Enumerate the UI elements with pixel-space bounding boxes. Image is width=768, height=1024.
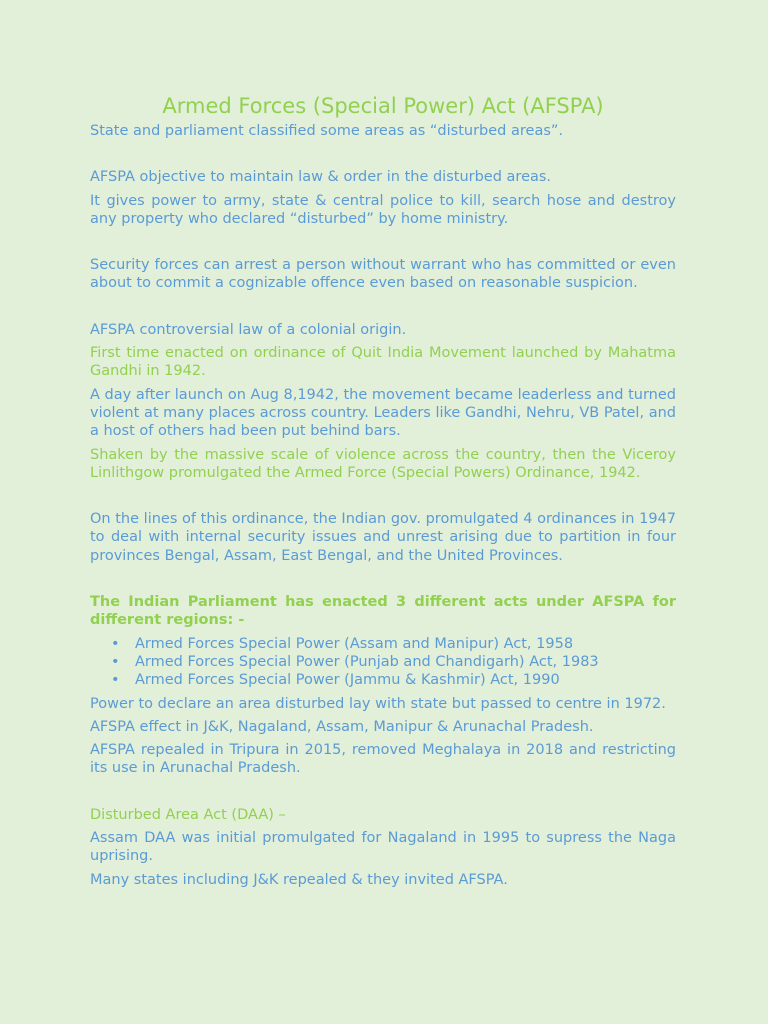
- list-item: [90, 653, 676, 671]
- paragraph-states-repealed: Many states including J&K repealed & they invited AFSPA.: [90, 871, 508, 888]
- document-title: Armed Forces (Special Power) Act (AFSPA): [162, 94, 604, 118]
- document-page: [90, 92, 676, 889]
- paragraph-afspa-repealed: AFSPA repealed in Tripura in 2015, removed Meghalaya in 2018 and restricting its use in Arunachal Pradesh.: [90, 742, 676, 777]
- paragraph-first-enacted: First time enacted on ordinance of Quit India Movement launched by Mahatma Gandhi in 1942.: [90, 345, 676, 380]
- bullet-icon: •: [111, 653, 120, 670]
- paragraph-arrest: Security forces can arrest a person without warrant who has committed or even about to commit a cognizable offence even based on reasonable suspicion.: [90, 257, 676, 292]
- paragraph-1947-ordinances: On the lines of this ordinance, the Indian gov. promulgated 4 ordinances in 1947 to deal with internal security issues and unrest arising due to partition in four provinces Bengal, Assam, East Bengal, and the United Provinces.: [90, 511, 676, 564]
- paragraph-powers: It gives power to army, state & central police to kill, search hose and destroy any property who declared “disturbed” by home ministry.: [90, 192, 676, 227]
- list-item: [90, 671, 676, 689]
- paragraph-afspa-objective: AFSPA objective to maintain law & order in the disturbed areas.: [90, 169, 552, 186]
- paragraph-daa-heading: Disturbed Area Act (DAA) –: [90, 806, 286, 823]
- acts-list: [90, 635, 676, 690]
- bullet-icon: •: [111, 635, 120, 652]
- paragraph-viceroy-ordinance: Shaken by the massive scale of violence across the country, then the Viceroy Linlithgow promulgated the Armed Force (Special Powers) Ordinance, 1942.: [90, 446, 676, 481]
- paragraph-disturbed-areas: State and parliament classified some areas as “disturbed areas”.: [90, 123, 564, 139]
- paragraph-quit-india: A day after launch on Aug 8,1942, the movement became leaderless and turned violent at many places across country. Leaders like Gandhi, Nehru, VB Patel, and a host of others had been put behind bars.: [90, 386, 676, 440]
- bullet-icon: •: [111, 672, 120, 689]
- paragraph-assam-daa: Assam DAA was initial promulgated for Nagaland in 1995 to supress the Naga uprising.: [90, 830, 676, 865]
- list-item: [90, 635, 676, 653]
- paragraph-three-acts-heading: The Indian Parliament has enacted 3 different acts under AFSPA for different regions: -: [90, 594, 676, 629]
- list-item-text: Armed Forces Special Power (Jammu & Kashmir) Act, 1990: [135, 672, 560, 689]
- list-item-text: Armed Forces Special Power (Punjab and Chandigarh) Act, 1983: [135, 653, 599, 670]
- paragraph-colonial-origin: AFSPA controversial law of a colonial origin.: [90, 321, 407, 338]
- paragraph-afspa-effect: AFSPA effect in J&K, Nagaland, Assam, Manipur & Arunachal Pradesh.: [90, 718, 594, 735]
- paragraph-power-to-declare: Power to declare an area disturbed lay with state but passed to centre in 1972.: [90, 695, 666, 712]
- list-item-text: Armed Forces Special Power (Assam and Manipur) Act, 1958: [135, 635, 574, 652]
